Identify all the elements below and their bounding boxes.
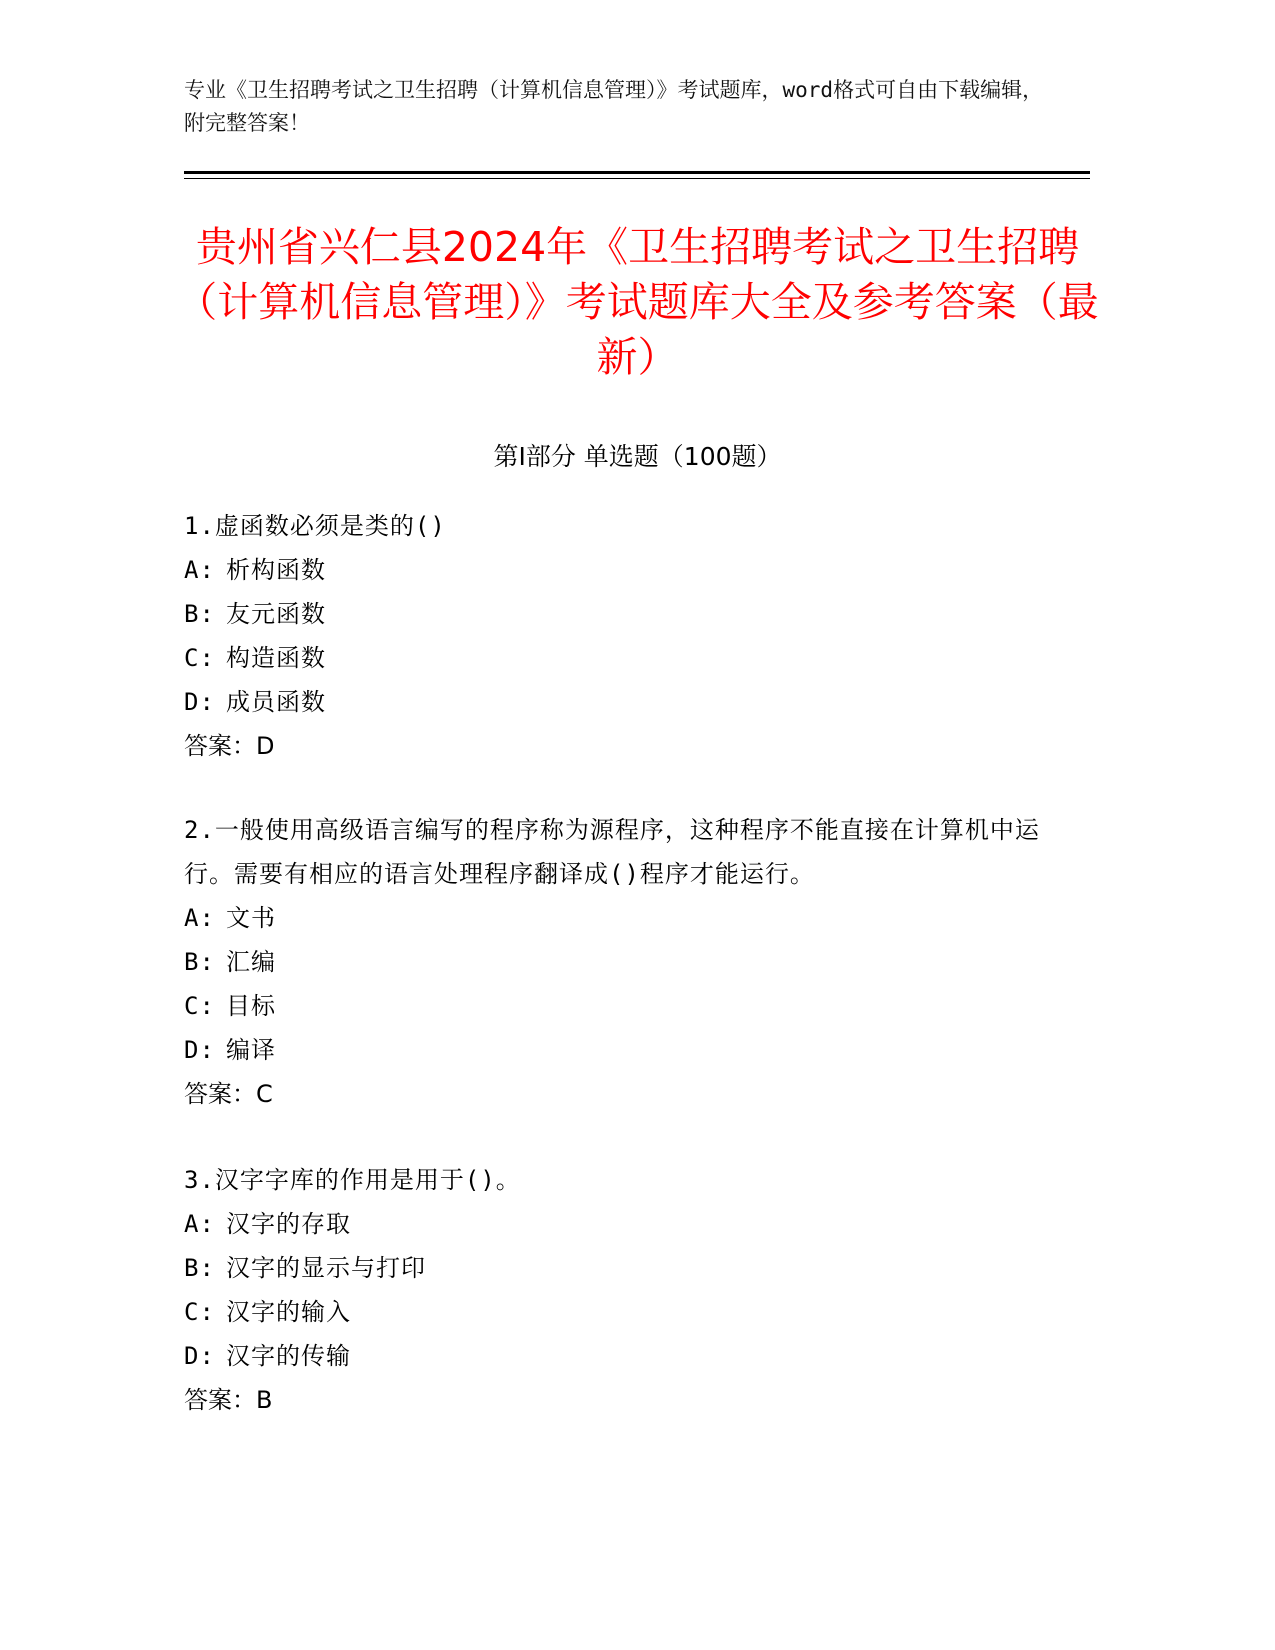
option-text: 构造函数: [226, 644, 326, 672]
question-2: [184, 808, 1064, 1116]
option-text: 汉字的存取: [226, 1210, 351, 1238]
option-c: [184, 1290, 1064, 1334]
header-rule-thin: [184, 178, 1090, 179]
option-letter: A:: [184, 1210, 215, 1238]
option-c: [184, 984, 1064, 1028]
option-letter: D:: [184, 1342, 215, 1370]
option-letter: C:: [184, 992, 215, 1020]
option-letter: B:: [184, 600, 215, 628]
option-b: [184, 1246, 1064, 1290]
question-stem: 3.汉字字库的作用是用于()。: [184, 1166, 521, 1194]
option-a: [184, 1202, 1064, 1246]
question-stem: 2.一般使用高级语言编写的程序称为源程序，这种程序不能直接在计算机中运行。需要有相应的语言处理程序翻译成()程序才能运行。: [184, 816, 1040, 888]
option-letter: B:: [184, 948, 215, 976]
option-c: [184, 636, 1064, 680]
option-letter: D:: [184, 1036, 215, 1064]
header-rule-thick: [184, 171, 1090, 174]
option-text: 汇编: [226, 948, 276, 976]
option-b: [184, 940, 1064, 984]
question-stem: 1.虚函数必须是类的(): [184, 512, 446, 540]
option-letter: C:: [184, 1298, 215, 1326]
option-d: [184, 1028, 1064, 1072]
option-letter: A:: [184, 556, 215, 584]
option-text: 汉字的输入: [226, 1298, 351, 1326]
option-b: [184, 592, 1064, 636]
question-3: [184, 1158, 1064, 1422]
option-text: 汉字的显示与打印: [226, 1254, 426, 1282]
option-d: [184, 1334, 1064, 1378]
document-title: 贵州省兴仁县2024年《卫生招聘考试之卫生招聘（计算机信息管理）》考试题库大全及参考答案（最新）: [176, 223, 1099, 381]
answer-line: 答案：C: [184, 1080, 273, 1108]
option-letter: A:: [184, 904, 215, 932]
option-text: 文书: [226, 904, 276, 932]
option-letter: C:: [184, 644, 215, 672]
option-text: 析构函数: [226, 556, 326, 584]
option-a: [184, 896, 1064, 940]
section-heading: 第I部分 单选题（100题）: [493, 442, 782, 471]
option-text: 汉字的传输: [226, 1342, 351, 1370]
option-letter: B:: [184, 1254, 215, 1282]
option-text: 友元函数: [226, 600, 326, 628]
answer-line: 答案：D: [184, 732, 275, 760]
answer-line: 答案：B: [184, 1386, 273, 1414]
option-letter: D:: [184, 688, 215, 716]
question-1: [184, 504, 1064, 768]
option-text: 目标: [226, 992, 276, 1020]
option-d: [184, 680, 1064, 724]
option-text: 成员函数: [226, 688, 326, 716]
header-note: 专业《卫生招聘考试之卫生招聘（计算机信息管理）》考试题库，word格式可自由下载编辑，附完整答案！: [184, 78, 1044, 135]
option-text: 编译: [226, 1036, 276, 1064]
option-a: [184, 548, 1064, 592]
